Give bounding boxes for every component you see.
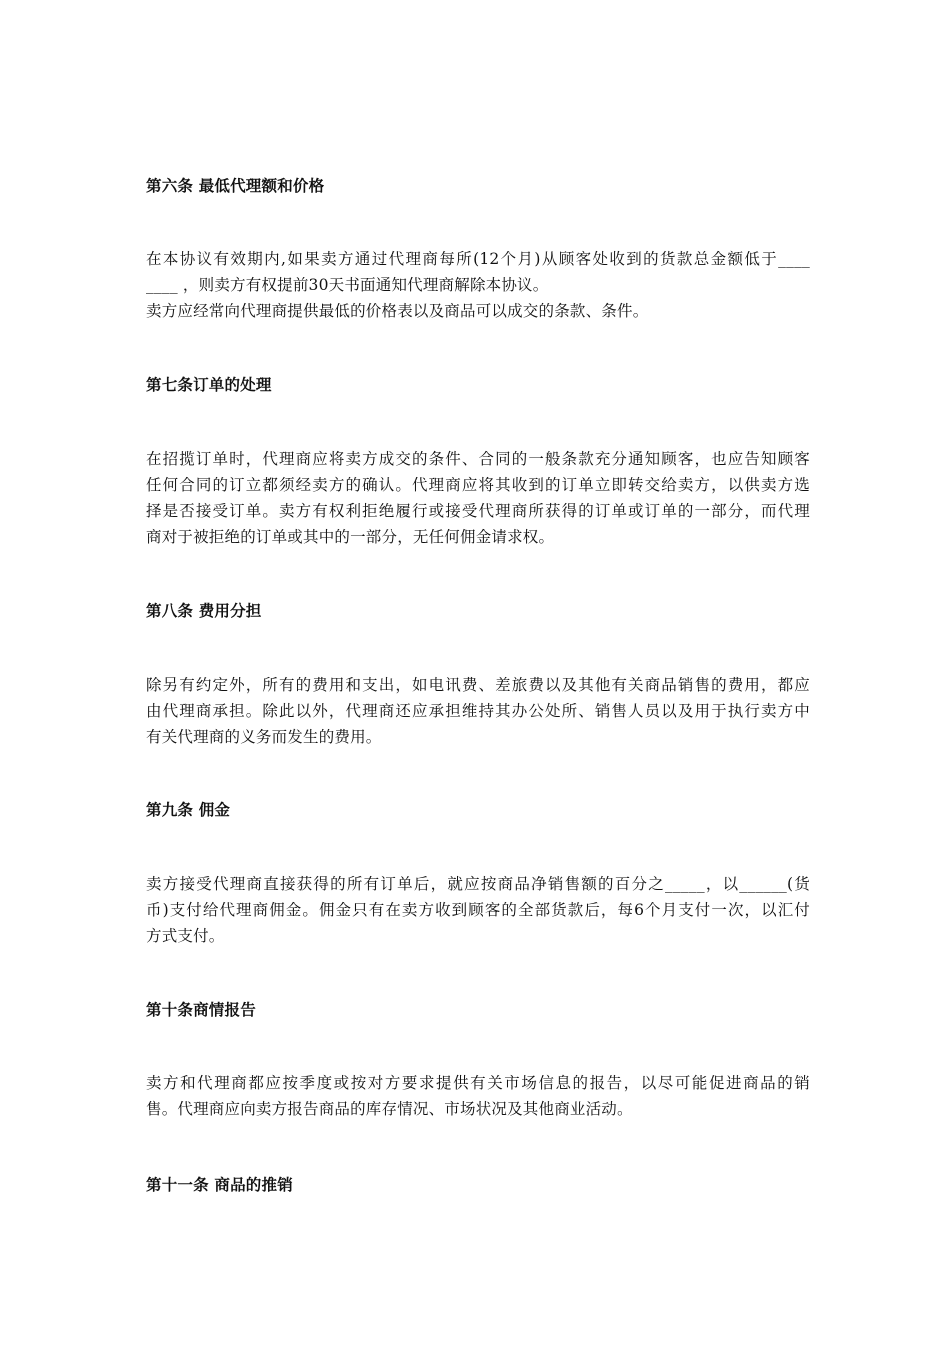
article-7-body bbox=[146, 446, 810, 550]
article-9-line-2: 币)支付给代理商佣金。佣金只有在卖方收到顾客的全部货款后，每6个月支付一次，以汇付 bbox=[146, 901, 810, 919]
article-7-line-3: 择是否接受订单。卖方有权利拒绝履行或接受代理商所获得的订单或订单的一部分，而代理 bbox=[146, 502, 810, 520]
article-7-line-2: 任何合同的订立都须经卖方的确认。代理商应将其收到的订单立即转交给卖方，以供卖方选 bbox=[146, 476, 810, 494]
article-6-body bbox=[146, 246, 810, 324]
article-7-line-1: 在招揽订单时，代理商应将卖方成交的条件、合同的一般条款充分通知顾客，也应告知顾客 bbox=[146, 450, 810, 468]
article-7-heading: 第七条订单的处理 bbox=[146, 375, 272, 394]
article-8-line-2: 由代理商承担。除此以外，代理商还应承担维持其办公处所、销售人员以及用于执行卖方中 bbox=[146, 702, 810, 720]
article-9-line-1: 卖方接受代理商直接获得的所有订单后，就应按商品净销售额的百分之_____，以______(货 bbox=[146, 875, 810, 893]
article-7-line-4: 商对于被拒绝的订单或其中的一部分，无任何佣金请求权。 bbox=[146, 528, 555, 546]
article-6-heading: 第六条 最低代理额和价格 bbox=[146, 176, 325, 195]
article-9-line-3: 方式支付。 bbox=[146, 927, 225, 945]
article-10-heading: 第十条商情报告 bbox=[146, 1000, 256, 1019]
article-6-line-1: 在本协议有效期内,如果卖方通过代理商每所(12个月)从顾客处收到的货款总金额低于____ bbox=[146, 250, 810, 268]
article-10-line-2: 售。代理商应向卖方报告商品的库存情况、市场状况及其他商业活动。 bbox=[146, 1100, 633, 1118]
article-8-body bbox=[146, 672, 810, 750]
article-8-heading: 第八条 费用分担 bbox=[146, 601, 262, 620]
article-11-heading: 第十一条 商品的推销 bbox=[146, 1175, 293, 1194]
article-8-line-1: 除另有约定外，所有的费用和支出，如电讯费、差旅费以及其他有关商品销售的费用，都应 bbox=[146, 676, 810, 694]
article-8-line-3: 有关代理商的义务而发生的费用。 bbox=[146, 728, 382, 746]
article-10-body bbox=[146, 1070, 810, 1122]
article-10-line-1: 卖方和代理商都应按季度或按对方要求提供有关市场信息的报告，以尽可能促进商品的销 bbox=[146, 1074, 810, 1092]
article-6-line-3: 卖方应经常向代理商提供最低的价格表以及商品可以成交的条款、条件。 bbox=[146, 302, 649, 320]
article-6-line-2: ____ ，则卖方有权提前30天书面通知代理商解除本协议。 bbox=[146, 276, 549, 294]
article-9-heading: 第九条 佣金 bbox=[146, 800, 231, 819]
article-9-body bbox=[146, 871, 810, 949]
